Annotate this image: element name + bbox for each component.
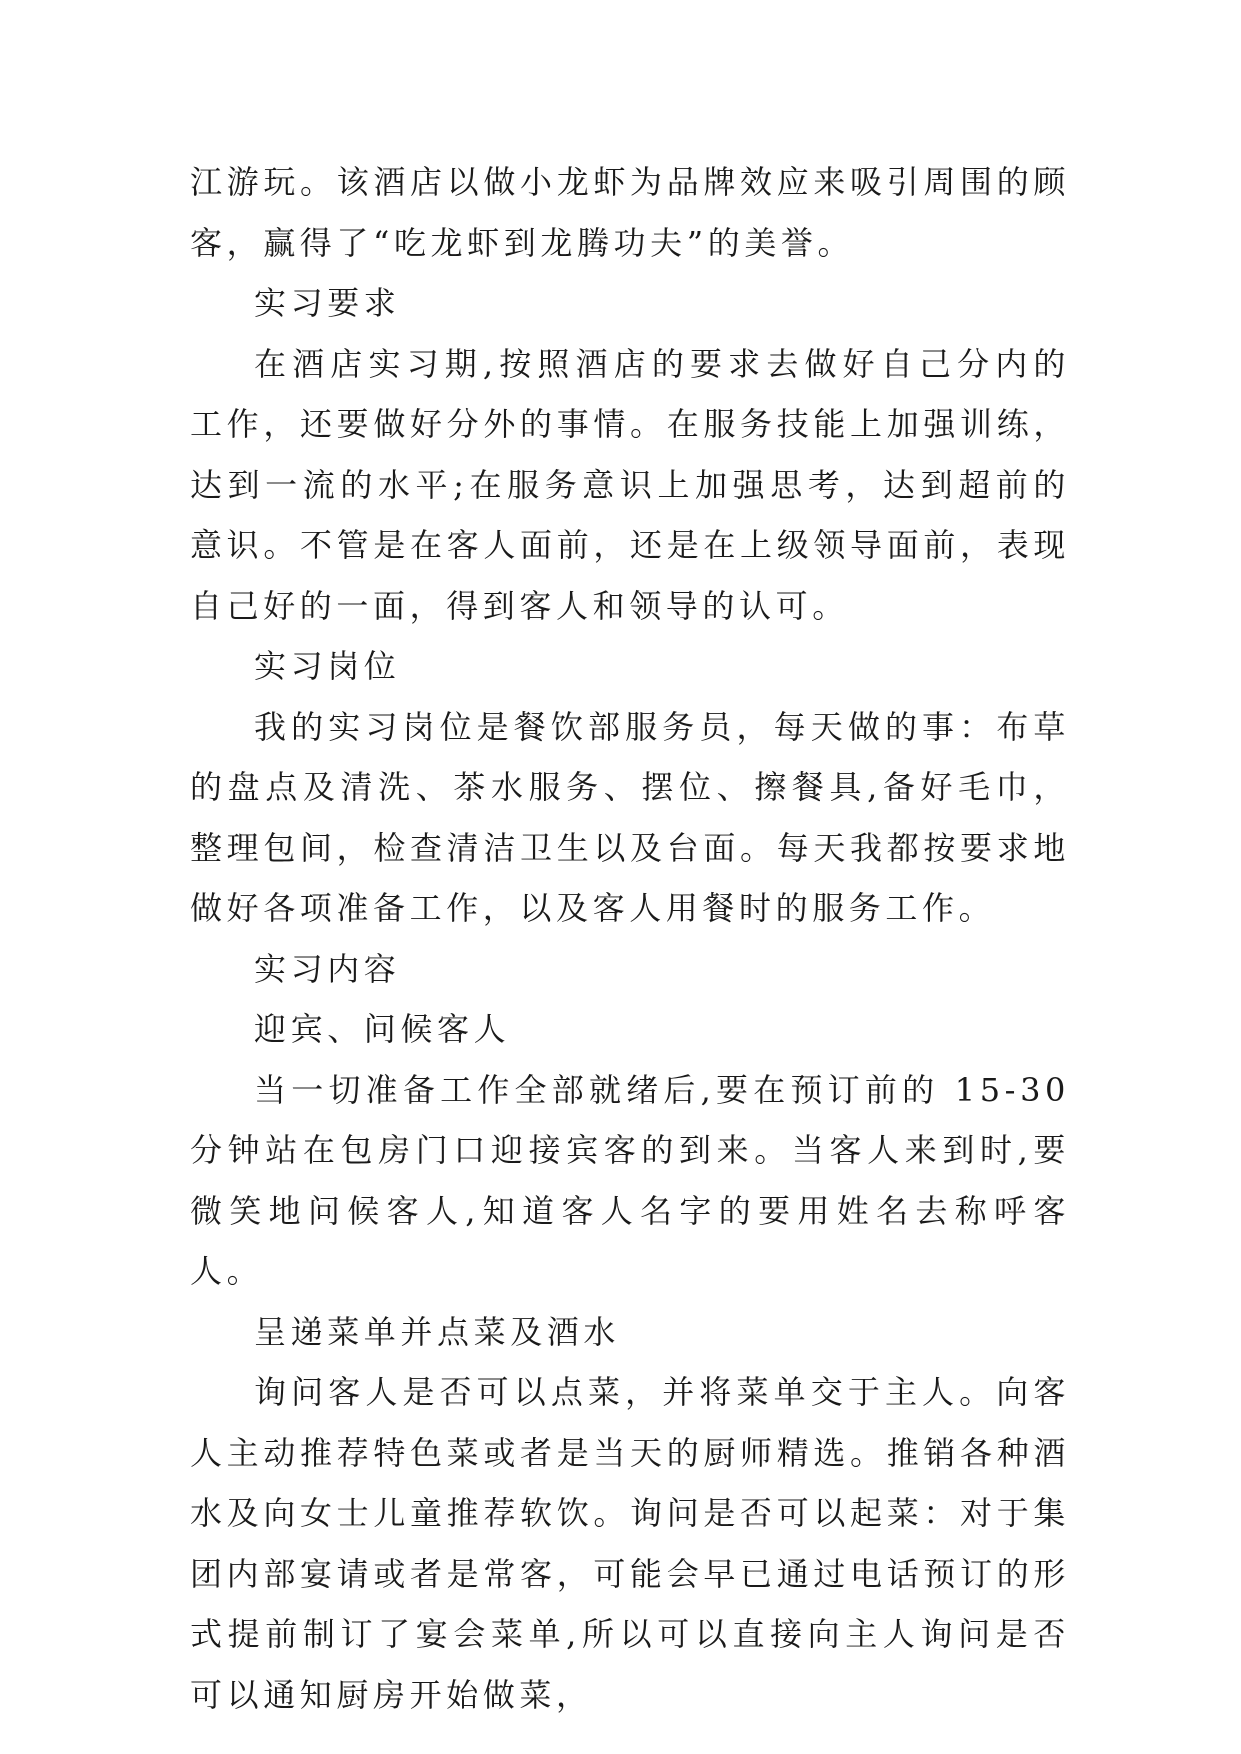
subheading-menu-ordering: 呈递菜单并点菜及酒水 <box>254 1312 621 1351</box>
subheading-greeting-guests: 迎宾、问候客人 <box>254 1010 511 1048</box>
heading-internship-position: 实习岗位 <box>254 647 401 685</box>
paragraph-continued: 江游玩。该酒店以做小龙虾为品牌效应来吸引周围的顾客，赢得了“吃龙虾到龙腾功夫”的美誉。 <box>190 163 1070 262</box>
document-body <box>190 152 1070 1725</box>
paragraph-greeting: 当一切准备工作全部就绪后,要在预订前的 15-30 分钟站在包房门口迎接宾客的到来。当客人来到时,要微笑地问候客人,知道客人名字的要用姓名去称呼客人。 <box>190 1070 1070 1290</box>
paragraph-menu-ordering: 询问客人是否可以点菜，并将菜单交于主人。向客人主动推荐特色菜或者是当天的厨师精选。推销各种酒水及向女士儿童推荐软饮。询问是否可以起菜：对于集团内部宴请或者是常客，可能会早已通过电话预订的形式提前制订了宴会菜单,所以可以直接向主人询问是否可以通知厨房开始做菜， <box>190 1373 1070 1714</box>
heading-internship-requirements: 实习要求 <box>254 284 401 322</box>
paragraph-requirements: 在酒店实习期,按照酒店的要求去做好自己分内的工作，还要做好分外的事情。在服务技能上加强训练，达到一流的水平;在服务意识上加强思考，达到超前的意识。不管是在客人面前，还是在上级领导面前，表现自己好的一面，得到客人和领导的认可。 <box>190 344 1070 625</box>
heading-internship-content: 实习内容 <box>254 949 401 988</box>
paragraph-position: 我的实习岗位是餐饮部服务员，每天做的事：布草的盘点及清洗、茶水服务、摆位、擦餐具,备好毛巾，整理包间，检查清洁卫生以及台面。每天我都按要求地做好各项准备工作，以及客人用餐时的服务工作。 <box>190 707 1070 927</box>
